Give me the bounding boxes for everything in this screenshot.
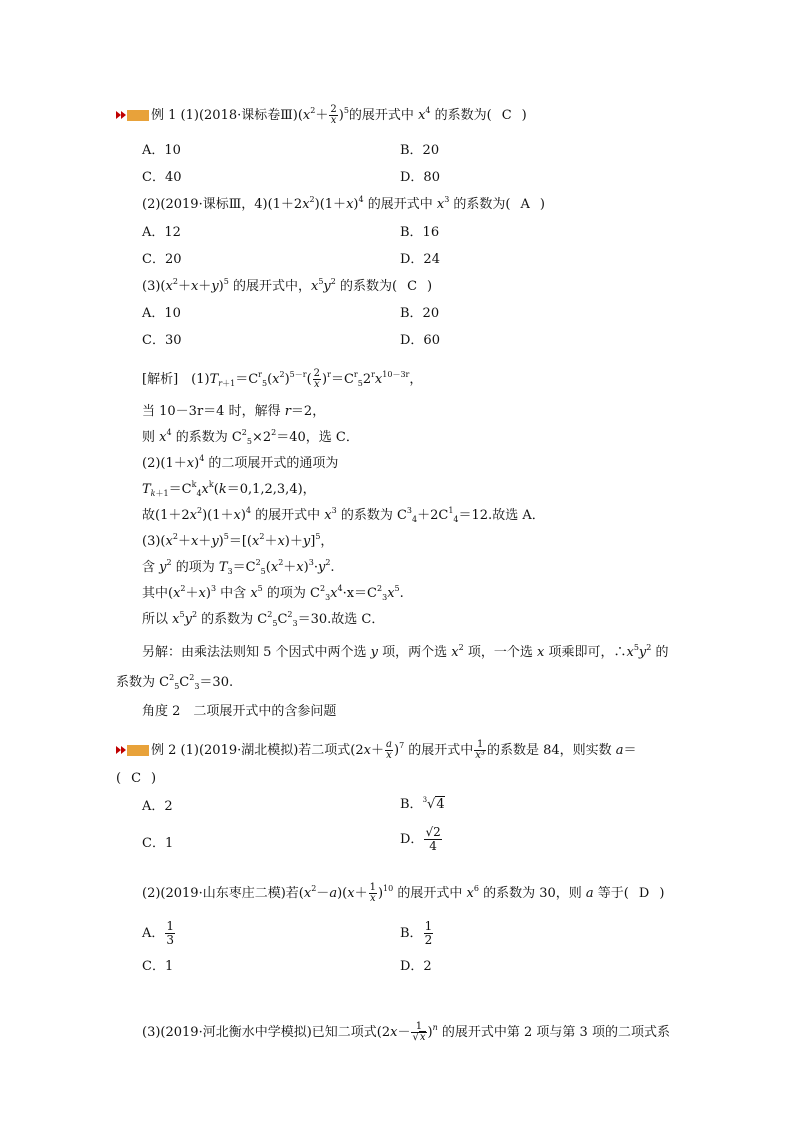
solution-line-5: $T_{k+1}=C^k_4x^k(k=0,1,2,3,4)$， [142,480,316,498]
option-b: B．$^3$√4 [400,796,445,812]
option-b: B．20 [400,143,440,158]
answer-text: A [520,197,530,212]
answer-text: D [638,886,650,901]
option-d: D．60 [400,333,440,348]
solution-label: [解析] [142,372,179,387]
option-b: B．16 [400,225,440,240]
option-a: A． $\frac{1}{3}$ [142,919,175,947]
solution-line-6: 故$(1+2x^2)(1+x)^4$ 的展开式中 $x^3$ 的系数为 $C^3_4+2C^1_4=12$.故选 A． [142,506,545,524]
option-b: B． $\frac{1}{2}$ [400,919,433,947]
fraction: $\frac{2}{x}$ [330,104,337,126]
alternative-solution: 另解：由乘法法则知 5 个因式中两个选 y 项，两个选 $x^2$ 项，一个选 x 项乘即可，$\therefore x^5y^2$ 的 [142,643,669,660]
option-a: A．10 [142,143,181,158]
solution-line-2: 当 10－3r＝4 时，解得 r＝2， [142,404,326,419]
option-c: C．1 [142,959,174,974]
option-c: C．40 [142,170,182,185]
question-2-3: (3)(2019·河北衡水中学模拟)已知二项式(2x－ $\frac{1}{√x}$ )$^n$ 的展开式中第 2 项与第 3 项的二项式系 [142,1021,670,1043]
option-d: D． $\frac{√2}{4}$ [400,825,441,853]
option-a: A．2 [142,799,173,814]
solution-line-9: 其中$(x^2+x)^3$ 中含 $x^5$ 的项为 $C^2_3x^4\cdot x=C^2_3x^5$. [142,584,404,602]
option-d: D．2 [400,959,432,974]
option-a: A．12 [142,225,181,240]
example-marker-icon [116,108,149,124]
example-marker-icon [116,743,149,759]
solution-line-8: 含 $y^2$ 的项为 $T_3=C^2_5(x^2+x)^3\cdot y^2$. [142,558,335,576]
solution-line-4: $(2)(1+x)^4$ 的二项展开式的通项为 [142,454,339,471]
example1-heading: 例 1 (1)(2018·课标卷$Ⅲ)(x^2+$ $\frac{2}{x}$ )$^5$的展开式中 $x^4$ 的系数为( C ) [116,105,527,126]
option-d: D．80 [400,170,440,185]
solution-line-10: 所以 $x^5y^2$ 的系数为 $C^2_5C^2_3=30$.故选 C． [142,610,385,628]
example2-heading: 例 2 (1)(2019·湖北模拟)若二项式(2x＋ $\frac{a}{x}$ )$^7$ 的展开式中 $\frac{1}{\text{x³}}$ 的系数是 84，则实数 a＝ [116,740,637,761]
question-1-2: (2)(2019·课标Ⅲ，$4)(1+2x^2)(1+x)^4$ 的展开式中 $x^3$ 的系数为( A ) [142,195,545,212]
option-d: D．24 [400,252,440,267]
option-c: C．1 [142,836,174,851]
option-b: B．20 [400,306,440,321]
answer-text: C [131,771,142,786]
option-c: C．20 [142,252,182,267]
solution-line-7: $(3)(x^2+x+y)^5=[(x^2+x)+y]^5$， [142,532,334,549]
option-a: A．10 [142,306,181,321]
answer-text: C [501,108,512,123]
solution-line-1: [解析] $(1)T_{r+1}=C^r_5(x^2)^{5-r}$( $\frac{2}{x}$ )$^r=C^r_52^rx^{10-3r}$， [142,368,423,390]
question-2-2: (2)(2019·山东枣庄二模)若$(x^2-a)(x+$ $\frac{1}{x}$ )$^{10}$ 的展开式中 $x^6$ 的系数为 30，则 a 等于( D ) [142,882,665,904]
angle2-title: 角度 2 二项展开式中的含参问题 [142,704,337,719]
solution-line-3: 则 $x^4$ 的系数为 $C^2_5\times 2^2=40$，选 C． [142,428,359,446]
option-c: C．30 [142,333,182,348]
example2-answer: ( C ) [116,771,157,786]
question-1-3: $(3)(x^2+x+y)^5$ 的展开式中，$x^5y^2$ 的系数为( C ) [142,277,433,294]
answer-text: C [407,279,418,294]
alternative-solution-cont: 系数为 $C^2_5C^2_3=30$. [116,673,234,691]
